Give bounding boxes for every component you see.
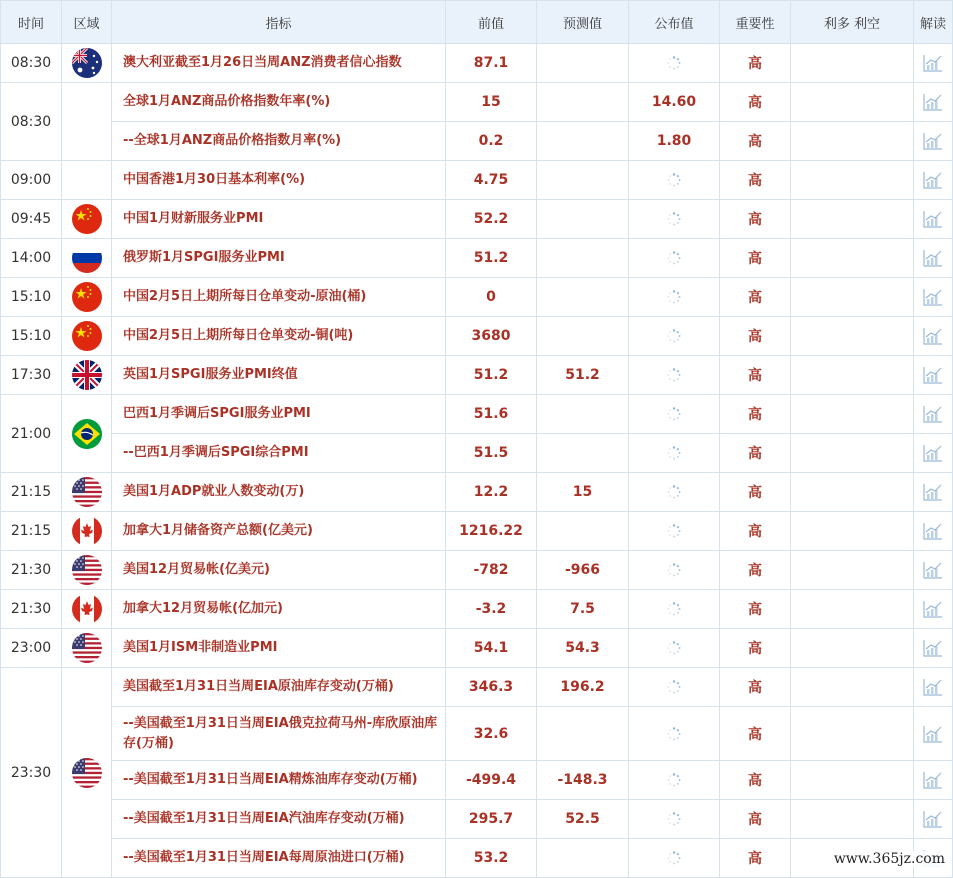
- actual-value-cell: [629, 761, 720, 800]
- chart-analysis-icon[interactable]: [923, 444, 943, 462]
- actual-value-cell: [629, 551, 720, 590]
- actual-value-cell: [629, 278, 720, 317]
- analysis-cell[interactable]: [914, 122, 953, 161]
- loading-spinner-icon: [667, 407, 681, 421]
- forecast-value-cell: [537, 839, 629, 878]
- table-row: [1, 239, 953, 278]
- prev-value-cell: 3680: [446, 317, 537, 356]
- indicator-cell[interactable]: 美国1月ISM非制造业PMI: [112, 629, 446, 668]
- indicator-cell[interactable]: 中国1月财新服务业PMI: [112, 200, 446, 239]
- loading-spinner-icon: [667, 851, 681, 865]
- actual-value-cell: 1.80: [629, 122, 720, 161]
- table-row: [1, 707, 953, 761]
- importance-cell: 高: [720, 161, 791, 200]
- importance-cell: 高: [720, 551, 791, 590]
- forecast-value-cell: -148.3: [537, 761, 629, 800]
- brazil-flag-icon: [72, 419, 102, 449]
- loading-spinner-icon: [667, 680, 681, 694]
- loading-spinner-icon: [667, 812, 681, 826]
- time-cell: 21:30: [1, 590, 62, 629]
- chart-analysis-icon[interactable]: [923, 132, 943, 150]
- analysis-cell[interactable]: [914, 590, 953, 629]
- impact-cell: [791, 761, 914, 800]
- prev-value-cell: 87.1: [446, 44, 537, 83]
- time-cell: 08:30: [1, 83, 62, 161]
- prev-value-cell: 52.2: [446, 200, 537, 239]
- table-row: [1, 761, 953, 800]
- importance-cell: 高: [720, 839, 791, 878]
- actual-value-cell: [629, 161, 720, 200]
- forecast-value-cell: [537, 44, 629, 83]
- importance-cell: 高: [720, 395, 791, 434]
- analysis-cell[interactable]: [914, 512, 953, 551]
- prev-value-cell: 51.6: [446, 395, 537, 434]
- table-row: [1, 668, 953, 707]
- indicator-cell[interactable]: 澳大利亚截至1月26日当周ANZ消费者信心指数: [112, 44, 446, 83]
- indicator-cell[interactable]: --美国截至1月31日当周EIA精炼油库存变动(万桶): [112, 761, 446, 800]
- prev-value-cell: 12.2: [446, 473, 537, 512]
- china-flag-icon: [72, 204, 102, 234]
- forecast-value-cell: [537, 317, 629, 356]
- header-importance[interactable]: 重要性: [720, 1, 791, 44]
- loading-spinner-icon: [667, 563, 681, 577]
- importance-cell: 高: [720, 278, 791, 317]
- impact-cell: [791, 590, 914, 629]
- analysis-cell[interactable]: [914, 317, 953, 356]
- importance-cell: 高: [720, 44, 791, 83]
- prev-value-cell: 51.2: [446, 356, 537, 395]
- forecast-value-cell: 7.5: [537, 590, 629, 629]
- actual-value-cell: [629, 512, 720, 551]
- importance-cell: 高: [720, 800, 791, 839]
- analysis-cell[interactable]: [914, 629, 953, 668]
- loading-spinner-icon: [667, 368, 681, 382]
- analysis-cell[interactable]: [914, 668, 953, 707]
- indicator-cell[interactable]: --美国截至1月31日当周EIA汽油库存变动(万桶): [112, 800, 446, 839]
- importance-cell: 高: [720, 122, 791, 161]
- actual-value-cell: [629, 356, 720, 395]
- table-row: [1, 317, 953, 356]
- china-flag-icon: [72, 321, 102, 351]
- prev-value-cell: 0: [446, 278, 537, 317]
- time-cell: 09:45: [1, 200, 62, 239]
- indicator-cell[interactable]: 中国2月5日上期所每日仓单变动-铜(吨): [112, 317, 446, 356]
- forecast-value-cell: [537, 707, 629, 761]
- table-row: [1, 800, 953, 839]
- impact-cell: [791, 395, 914, 434]
- loading-spinner-icon: [667, 173, 681, 187]
- usa-flag-icon: [72, 555, 102, 585]
- usa-flag-icon: [72, 477, 102, 507]
- region-cell: [62, 200, 112, 239]
- actual-value-cell: [629, 707, 720, 761]
- analysis-cell[interactable]: [914, 356, 953, 395]
- canada-flag-icon: [72, 594, 102, 624]
- watermark: www.365jz.com: [833, 851, 945, 867]
- actual-value-cell: [629, 473, 720, 512]
- actual-value-cell: [629, 800, 720, 839]
- actual-value-cell: [629, 44, 720, 83]
- time-cell: 21:30: [1, 551, 62, 590]
- region-cell: [62, 668, 112, 878]
- actual-value-cell: 14.60: [629, 83, 720, 122]
- region-cell: [62, 356, 112, 395]
- loading-spinner-icon: [667, 56, 681, 70]
- russia-flag-icon: [72, 243, 102, 273]
- forecast-value-cell: -966: [537, 551, 629, 590]
- impact-cell: [791, 317, 914, 356]
- analysis-cell[interactable]: [914, 551, 953, 590]
- forecast-value-cell: [537, 161, 629, 200]
- prev-value-cell: -782: [446, 551, 537, 590]
- chart-analysis-icon[interactable]: [923, 810, 943, 828]
- chart-analysis-icon[interactable]: [923, 54, 943, 72]
- time-cell: 21:00: [1, 395, 62, 473]
- region-cell: [62, 512, 112, 551]
- table-row: [1, 122, 953, 161]
- forecast-value-cell: 15: [537, 473, 629, 512]
- impact-cell: [791, 239, 914, 278]
- time-cell: 15:10: [1, 317, 62, 356]
- analysis-cell[interactable]: [914, 83, 953, 122]
- header-forecast[interactable]: 预测值: [537, 1, 629, 44]
- table-header-row: [1, 1, 953, 44]
- analysis-cell[interactable]: [914, 278, 953, 317]
- forecast-value-cell: [537, 200, 629, 239]
- table-row: [1, 83, 953, 122]
- forecast-value-cell: [537, 83, 629, 122]
- indicator-cell[interactable]: 美国1月ADP就业人数变动(万): [112, 473, 446, 512]
- prev-value-cell: 0.2: [446, 122, 537, 161]
- actual-value-cell: [629, 590, 720, 629]
- analysis-cell[interactable]: [914, 161, 953, 200]
- impact-cell: [791, 551, 914, 590]
- table-row: [1, 590, 953, 629]
- time-cell: 23:00: [1, 629, 62, 668]
- analysis-cell[interactable]: [914, 800, 953, 839]
- header-impact[interactable]: 利多 利空: [791, 1, 914, 44]
- indicator-cell[interactable]: 巴西1月季调后SPGI服务业PMI: [112, 395, 446, 434]
- importance-cell: 高: [720, 434, 791, 473]
- table-row: [1, 434, 953, 473]
- table-row: [1, 395, 953, 434]
- importance-cell: 高: [720, 200, 791, 239]
- region-cell: [62, 239, 112, 278]
- indicator-cell[interactable]: --美国截至1月31日当周EIA每周原油进口(万桶): [112, 839, 446, 878]
- forecast-value-cell: [537, 122, 629, 161]
- region-cell: [62, 473, 112, 512]
- chart-analysis-icon[interactable]: [923, 771, 943, 789]
- importance-cell: 高: [720, 356, 791, 395]
- chart-analysis-icon[interactable]: [923, 249, 943, 267]
- header-region[interactable]: 区域: [62, 1, 112, 44]
- forecast-value-cell: [537, 395, 629, 434]
- uk-flag-icon: [72, 360, 102, 390]
- actual-value-cell: [629, 239, 720, 278]
- prev-value-cell: 54.1: [446, 629, 537, 668]
- loading-spinner-icon: [667, 641, 681, 655]
- chart-analysis-icon[interactable]: [923, 725, 943, 743]
- loading-spinner-icon: [667, 485, 681, 499]
- chart-analysis-icon[interactable]: [923, 288, 943, 306]
- time-cell: 21:15: [1, 473, 62, 512]
- chart-analysis-icon[interactable]: [923, 171, 943, 189]
- loading-spinner-icon: [667, 329, 681, 343]
- impact-cell: [791, 356, 914, 395]
- indicator-cell[interactable]: 中国香港1月30日基本利率(%): [112, 161, 446, 200]
- indicator-cell[interactable]: --巴西1月季调后SPGI综合PMI: [112, 434, 446, 473]
- table-row: [1, 512, 953, 551]
- loading-spinner-icon: [667, 251, 681, 265]
- header-indicator[interactable]: 指标: [112, 1, 446, 44]
- loading-spinner-icon: [667, 773, 681, 787]
- table-row: [1, 473, 953, 512]
- prev-value-cell: -499.4: [446, 761, 537, 800]
- chart-analysis-icon[interactable]: [923, 327, 943, 345]
- forecast-value-cell: 51.2: [537, 356, 629, 395]
- region-cell: [62, 44, 112, 83]
- prev-value-cell: 1216.22: [446, 512, 537, 551]
- table-row: [1, 44, 953, 83]
- time-cell: 21:15: [1, 512, 62, 551]
- forecast-value-cell: [537, 434, 629, 473]
- importance-cell: 高: [720, 761, 791, 800]
- impact-cell: [791, 44, 914, 83]
- forecast-value-cell: 52.5: [537, 800, 629, 839]
- region-cell: [62, 161, 112, 200]
- forecast-value-cell: [537, 512, 629, 551]
- indicator-cell[interactable]: 中国2月5日上期所每日仓单变动-原油(桶): [112, 278, 446, 317]
- analysis-cell[interactable]: [914, 395, 953, 434]
- australia-flag-icon: [72, 48, 102, 78]
- importance-cell: 高: [720, 239, 791, 278]
- forecast-value-cell: [537, 278, 629, 317]
- analysis-cell[interactable]: [914, 707, 953, 761]
- impact-cell: [791, 629, 914, 668]
- actual-value-cell: [629, 200, 720, 239]
- prev-value-cell: 53.2: [446, 839, 537, 878]
- table-row: [1, 278, 953, 317]
- table-row: [1, 161, 953, 200]
- prev-value-cell: 15: [446, 83, 537, 122]
- time-cell: 23:30: [1, 668, 62, 878]
- impact-cell: [791, 83, 914, 122]
- impact-cell: [791, 707, 914, 761]
- indicator-cell[interactable]: 俄罗斯1月SPGI服务业PMI: [112, 239, 446, 278]
- importance-cell: 高: [720, 590, 791, 629]
- indicator-cell[interactable]: 美国12月贸易帐(亿美元): [112, 551, 446, 590]
- importance-cell: 高: [720, 83, 791, 122]
- actual-value-cell: [629, 668, 720, 707]
- impact-cell: [791, 161, 914, 200]
- time-cell: 15:10: [1, 278, 62, 317]
- prev-value-cell: 32.6: [446, 707, 537, 761]
- indicator-cell[interactable]: 加拿大12月贸易帐(亿加元): [112, 590, 446, 629]
- time-cell: 17:30: [1, 356, 62, 395]
- chart-analysis-icon[interactable]: [923, 522, 943, 540]
- region-cell: [62, 395, 112, 473]
- prev-value-cell: 346.3: [446, 668, 537, 707]
- time-cell: 08:30: [1, 44, 62, 83]
- prev-value-cell: 51.2: [446, 239, 537, 278]
- analysis-cell[interactable]: [914, 44, 953, 83]
- analysis-cell[interactable]: [914, 434, 953, 473]
- header-analysis[interactable]: 解读: [914, 1, 953, 44]
- impact-cell: [791, 278, 914, 317]
- region-cell: [62, 83, 112, 161]
- indicator-cell[interactable]: 英国1月SPGI服务业PMI终值: [112, 356, 446, 395]
- chart-analysis-icon[interactable]: [923, 600, 943, 618]
- time-cell: 14:00: [1, 239, 62, 278]
- prev-value-cell: 295.7: [446, 800, 537, 839]
- importance-cell: 高: [720, 668, 791, 707]
- header-actual[interactable]: 公布值: [629, 1, 720, 44]
- indicator-cell[interactable]: --美国截至1月31日当周EIA俄克拉荷马州-库欣原油库存(万桶): [112, 707, 446, 761]
- usa-flag-icon: [72, 758, 102, 788]
- table-row: [1, 200, 953, 239]
- canada-flag-icon: [72, 516, 102, 546]
- impact-cell: [791, 800, 914, 839]
- forecast-value-cell: 54.3: [537, 629, 629, 668]
- chart-analysis-icon[interactable]: [923, 210, 943, 228]
- indicator-cell[interactable]: 加拿大1月储备资产总额(亿美元): [112, 512, 446, 551]
- impact-cell: [791, 122, 914, 161]
- impact-cell: [791, 473, 914, 512]
- importance-cell: 高: [720, 512, 791, 551]
- importance-cell: 高: [720, 629, 791, 668]
- usa-flag-icon: [72, 633, 102, 663]
- actual-value-cell: [629, 317, 720, 356]
- region-cell: [62, 278, 112, 317]
- chart-analysis-icon[interactable]: [923, 561, 943, 579]
- impact-cell: [791, 200, 914, 239]
- region-cell: [62, 551, 112, 590]
- table-row: [1, 629, 953, 668]
- forecast-value-cell: 196.2: [537, 668, 629, 707]
- region-cell: [62, 629, 112, 668]
- loading-spinner-icon: [667, 212, 681, 226]
- region-cell: [62, 317, 112, 356]
- loading-spinner-icon: [667, 524, 681, 538]
- actual-value-cell: [629, 395, 720, 434]
- chart-analysis-icon[interactable]: [923, 483, 943, 501]
- analysis-cell[interactable]: [914, 473, 953, 512]
- time-cell: 09:00: [1, 161, 62, 200]
- indicator-cell[interactable]: --全球1月ANZ商品价格指数月率(%): [112, 122, 446, 161]
- chart-analysis-icon[interactable]: [923, 366, 943, 384]
- forecast-value-cell: [537, 239, 629, 278]
- impact-cell: [791, 668, 914, 707]
- importance-cell: 高: [720, 317, 791, 356]
- analysis-cell[interactable]: [914, 239, 953, 278]
- region-cell: [62, 590, 112, 629]
- chart-analysis-icon[interactable]: [923, 639, 943, 657]
- prev-value-cell: 4.75: [446, 161, 537, 200]
- impact-cell: [791, 434, 914, 473]
- header-prev[interactable]: 前值: [446, 1, 537, 44]
- indicator-cell[interactable]: 美国截至1月31日当周EIA原油库存变动(万桶): [112, 668, 446, 707]
- analysis-cell[interactable]: [914, 761, 953, 800]
- loading-spinner-icon: [667, 602, 681, 616]
- loading-spinner-icon: [667, 290, 681, 304]
- analysis-cell[interactable]: [914, 200, 953, 239]
- chart-analysis-icon[interactable]: [923, 405, 943, 423]
- table-row: [1, 356, 953, 395]
- prev-value-cell: -3.2: [446, 590, 537, 629]
- importance-cell: 高: [720, 473, 791, 512]
- indicator-cell[interactable]: 全球1月ANZ商品价格指数年率(%): [112, 83, 446, 122]
- header-time[interactable]: 时间: [1, 1, 62, 44]
- actual-value-cell: [629, 629, 720, 668]
- chart-analysis-icon[interactable]: [923, 678, 943, 696]
- loading-spinner-icon: [667, 727, 681, 741]
- chart-analysis-icon[interactable]: [923, 93, 943, 111]
- prev-value-cell: 51.5: [446, 434, 537, 473]
- actual-value-cell: [629, 434, 720, 473]
- table-row: [1, 551, 953, 590]
- loading-spinner-icon: [667, 446, 681, 460]
- actual-value-cell: [629, 839, 720, 878]
- table-row: [1, 839, 953, 878]
- importance-cell: 高: [720, 707, 791, 761]
- china-flag-icon: [72, 282, 102, 312]
- impact-cell: [791, 512, 914, 551]
